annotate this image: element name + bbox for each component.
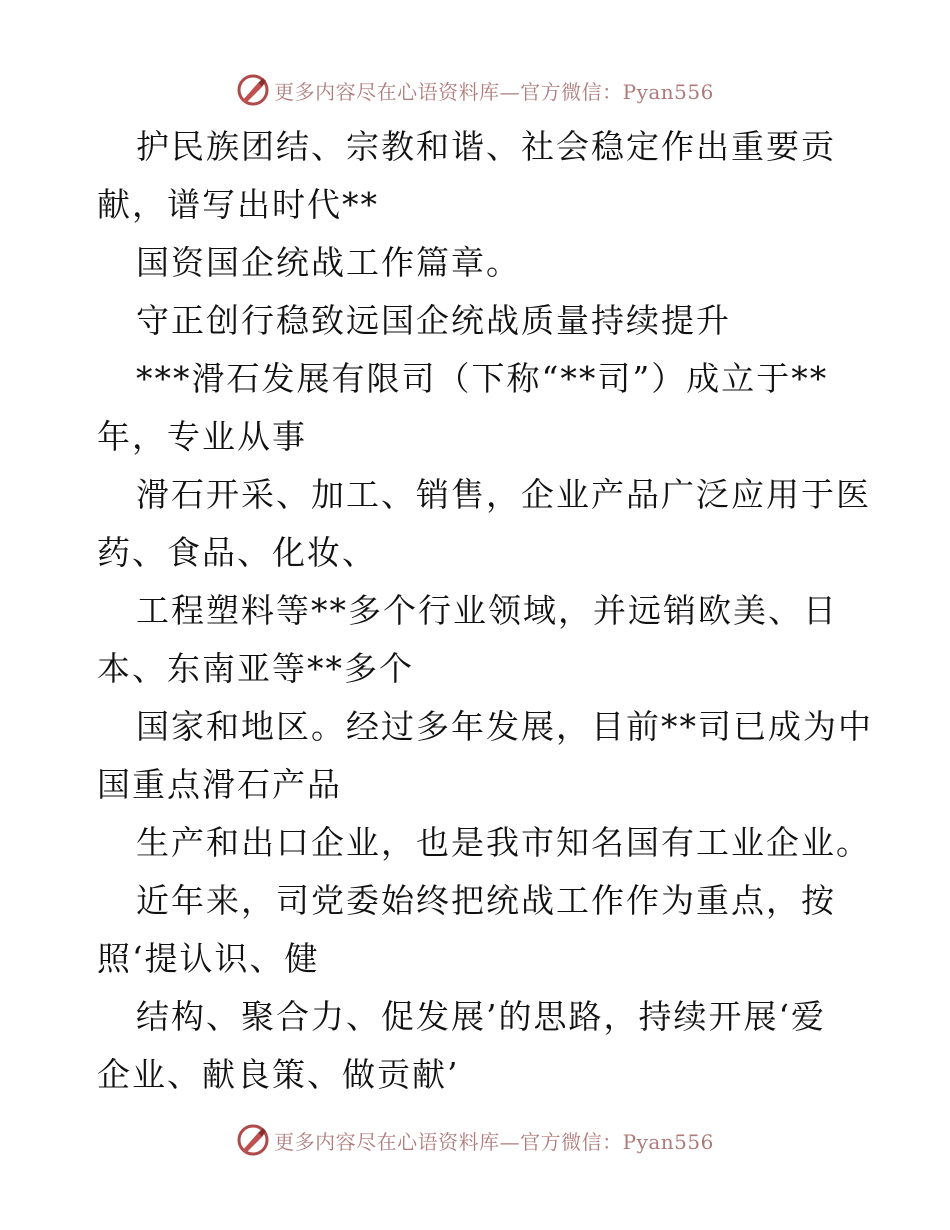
- text-line: 年，专业从事: [97, 417, 307, 456]
- footer-banner-text: 更多内容尽在心语资料库—官方微信：Pyan556: [274, 1129, 714, 1154]
- text-line: 国重点滑石产品: [97, 765, 342, 804]
- text-line: 滑石开采、加工、销售，企业产品广泛应用于医: [136, 475, 871, 514]
- document-body: [97, 118, 873, 1104]
- footer-banner: [0, 1120, 950, 1160]
- text-line: 工程塑料等**多个行业领域，并远销欧美、日: [136, 591, 838, 630]
- header-banner: [0, 70, 950, 110]
- text-line: 献，谱写出时代**: [97, 185, 379, 224]
- text-line: 近年来，司党委始终把统战工作作为重点，按: [136, 881, 836, 920]
- text-line: 结构、聚合力、促发展’的思路，持续开展‘爱: [136, 997, 826, 1036]
- text-line: 照‘提认识、健: [97, 939, 320, 978]
- text-line: 守正创行稳致远国企统战质量持续提升: [136, 301, 731, 340]
- text-line: 本、东南亚等**多个: [97, 649, 414, 688]
- text-line: 药、食品、化妆、: [97, 533, 377, 572]
- header-banner-text: 更多内容尽在心语资料库—官方微信：Pyan556: [274, 79, 714, 104]
- text-line: 生产和出口企业，也是我市知名国有工业企业。: [136, 823, 871, 862]
- text-line: 企业、献良策、做贡献’: [97, 1055, 460, 1094]
- text-line: ***滑石发展有限司（下称“**司”）成立于**: [136, 359, 829, 398]
- text-line: 国家和地区。经过多年发展，目前**司已成为中: [136, 707, 873, 746]
- text-line: 国资国企统战工作篇章。: [136, 243, 521, 282]
- pen-logo-icon: [236, 73, 270, 107]
- text-line: 护民族团结、宗教和谐、社会稳定作出重要贡: [136, 127, 836, 166]
- pen-logo-icon: [236, 1123, 270, 1157]
